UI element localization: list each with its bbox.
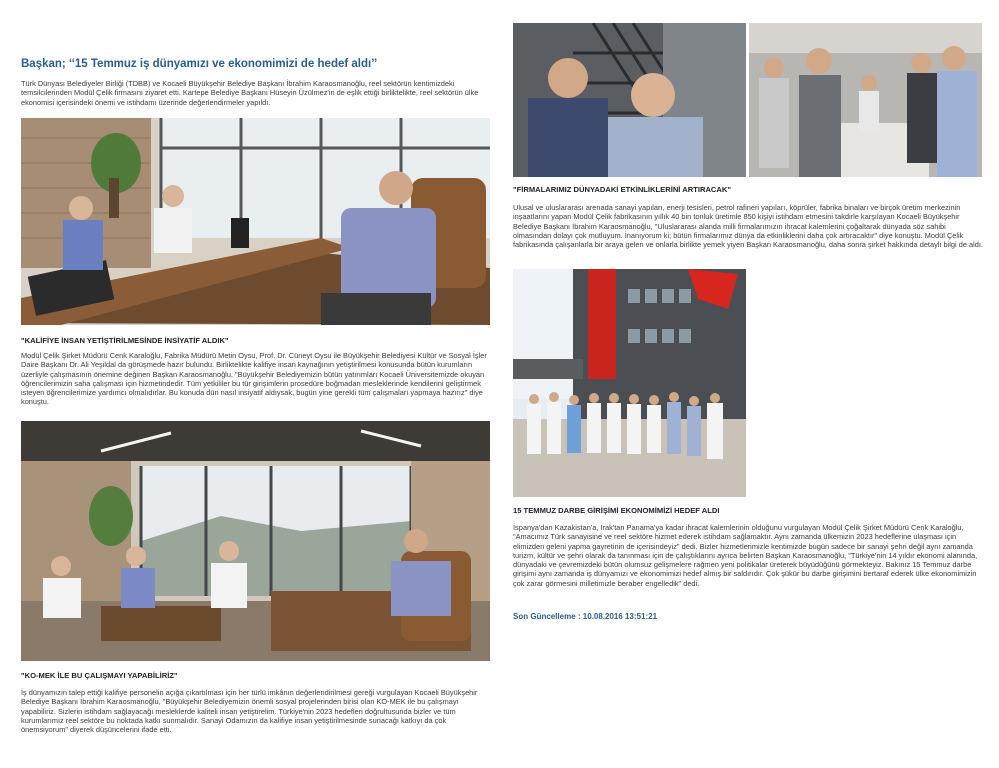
section-body-komek: İş dünyamızın talep ettiği kalifiye personelin açığa çıkartılması için her türlü imkânın değerlendirilmesi gereği vurgulayan Kocaeli Büyükşehir Belediye Başkanı İbrahim Karaosmanoğlu, "Büyükşehir Belediyemizin önemli sosyal projelerinden birisi olan KO-MEK ile bu çalışmayı yapabiliriz. Sizlerin istihdam sağlayacağı mesleklerde kaliteli insan yetiştirelim. Türkiye'nin 2023 hedefleri doğrultusunda bizler ve tüm kurumlarımız reel sektöre bu noktada katkı sunmalıdır. Sanayi Odamızın da kalifiye insan yetiştirilmesinde sunacağı katkıyı da çok önemsiyorum" diyerek düşüncelerini ifade etti. xyxy=(21,688,478,735)
section-heading-komek: "KO-MEK İLE BU ÇALIŞMAYI YAPABİLİRİZ" xyxy=(21,671,178,680)
section-body-kalifiye: Modül Çelik Şirket Müdürü Cenk Karaloğlu, Fabrika Müdürü Metin Oysu, Prof. Dr. Cüneyt Oysu ile Büyükşehir Belediyesi Kültür ve Sosyal İşler Daire Başkanı Dr. Ali Yeşildal da görüşmede hazır bulundu. Birliktelikte kalifiye insan kaynağının yetiştirilmesi konusunda bütün kurumların üzerliyle çalışmasının önemine değinen Başkan Karaosmanoğlu, "Büyükşehir Belediyemizin bütün yatırımları Kocaeli Üniversitemizde okuyan öğrencilerimizin saha çalışması için hizmetindedir. Tüm yetkililer bu tür girişimlerin prosedüre boğmadan mesleklerinde kendilerini geliştirmek isteyen öğrencilerimize yardımcı olmalıdırlar. Bu konuda dün nasıl insiyatif aldıysak, bugün yine gerekli tüm çalışmaları yapmaya hazırız" diye konuştu. xyxy=(21,351,487,407)
photo-factory-floor xyxy=(513,23,746,177)
section-heading-kalifiye: "KALİFİYE İNSAN YETİŞTİRİLMESİNDE İNSİYATİF ALDIK" xyxy=(21,336,229,345)
last-update: Son Güncelleme : 10.08.2016 13:51:21 xyxy=(513,612,658,621)
photo-factory-lunch xyxy=(749,23,982,177)
photo-office-meeting xyxy=(21,118,490,325)
article-intro: Türk Dünyası Belediyeler Birliği (TDBB) ve Kocaeli Büyükşehir Belediye Başkanı İbrahim Karaosmanoğlu, reel sektörün kentimizdeki temsilcilerinden Modül Çelik firmasını ziyaret etti. Kartepe Belediye Başkanı Hüseyin Üzülmez'in de eşlik ettiği birliktelikte, reel sektörün ülke ekonomisi içerisindeki önemi ve istihdamı üzerinde değerlendirmeler yapıldı. xyxy=(21,79,479,107)
article-title: Başkan; ‘‘15 Temmuz iş dünyamızı ve ekonomimizi de hedef aldı’’ xyxy=(21,58,378,70)
photo-office-wide xyxy=(21,421,490,661)
photo-group-building xyxy=(513,269,746,497)
section-heading-darbe: 15 TEMMUZ DARBE GİRİŞİMİ EKONOMİMİZİ HEDEF ALDI xyxy=(513,506,720,515)
section-heading-firmalarimiz: "FİRMALARIMIZ DÜNYADAKİ ETKİNLİKLERİNİ ARTIRACAK" xyxy=(513,185,731,194)
section-body-darbe: İspanya'dan Kazakistan'a, Irak'tan Panama'ya kadar ihracat kalemlerinin olduğunu vurgulayan Modül Çelik Şirket Müdürü Cenk Karaloğlu, "Amacımız Türk sanayisine ve reel sektöre hizmet ederek istihdam sağlamaktır. Aynı zamanda ülkemizin 2023 hedeflerine ulaşması için elimizden geleni yapma gayretinin de içerisindeyiz" dedi. Bizler hizmetlerimizle kentimizde bugün sadece bir sanayi şehri değil aynı zamanda turizm, kültür ve şehri olarak da tanınması için de çalıştıklarını ayrıca belirten Başkan Karaosmanoğlu, "Türkiye'nin 14 yıldır ekonomi alanında, dünyadaki ve çevremizdeki bütün olumsuz gelişmelere rağmen yeni politikalar üreterek büyüdüğünü görmekteyiz. Bakınız 15 Temmuz darbe girişimi aynı zamanda iş dünyamızı ve ekonomimizi hedef almış bir saldırıdır. Çok şükür bu darbe girişimini bertaraf ederek ülke ekonomimizin çok zarar görmesini milletimizle beraber engelledik" dedi. xyxy=(513,523,978,588)
section-body-firmalarimiz: Ulusal ve uluslararası arenada sanayi yapıları, enerji tesisleri, petrol rafineri yapıları, köprüler, fabrika binaları ve birçok üretim merkezinin inşaatlarını yapan Modül Çelik fabrikasının yıllık 40 bin tonluk üretimle 850 kişiyi istihdam etmesini takdirle karşılayan Kocaeli Büyükşehir Belediye Başkanı İbrahim Karaosmanoğlu, "Uluslararası alanda milli firmalarımızın ihracat kalemlerini çoğaltarak dünyada söz sahibi olmasından dolayı çok mutluyum. İnanıyorum ki; bütün firmalarımız dünya da etkinliklerini daha çok artıracaktır" diye konuştu. Modül Çelik fabrikasında çalışanlarla bir araya gelen ve onlarla birlikte yemek yiyen Başkan Karaosmanoğlu, daha sonra şirket hakkında detaylı bilgi de aldı. xyxy=(513,203,983,250)
